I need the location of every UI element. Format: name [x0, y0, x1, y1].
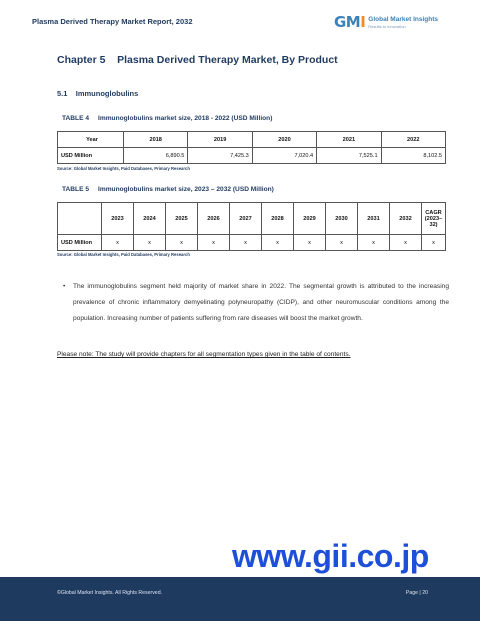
footer-copyright: ©Global Market Insights. All Rights Reserved. [57, 590, 163, 596]
table5-row-label: USD Million [58, 235, 102, 251]
table5 [57, 202, 446, 251]
table-row [58, 235, 446, 251]
table5-header-row [58, 203, 446, 235]
segmentation-note: Please note: The study will provide chapters for all segmentation types given in the table of contents. [57, 351, 351, 358]
table4-header: 2021 [317, 132, 381, 148]
bullet-marker: • [63, 283, 66, 290]
table5-cell: x [166, 235, 198, 251]
report-title: Plasma Derived Therapy Market Report, 2032 [32, 17, 193, 26]
table4-caption-text: Immunoglobulins market size, 2018 - 2022 (USD Million) [98, 115, 273, 122]
table5-cell: x [230, 235, 262, 251]
table4-row-label: USD Million [58, 148, 124, 164]
table5-cell: x [294, 235, 326, 251]
table4-cell: 7,425.3 [188, 148, 252, 164]
section-title: 5.1 Immunoglobulins [57, 89, 139, 98]
table5-cell: x [198, 235, 230, 251]
table5-header: 2032 [390, 203, 422, 235]
logo-mark-b: I [360, 13, 366, 31]
footer-page-number: Page | 20 [405, 590, 428, 596]
bullet-paragraph [63, 279, 449, 327]
table5-header [58, 203, 102, 235]
table5-header: 2023 [102, 203, 134, 235]
table5-cell: x [422, 235, 446, 251]
watermark: www.gii.co.jp [232, 538, 429, 574]
table4-label: TABLE 4 [62, 115, 89, 122]
table5-caption-text: Immunoglobulins market size, 2023 – 2032 (USD Million) [98, 186, 274, 193]
table5-header-cagr: CAGR (2023–32) [422, 203, 446, 235]
table5-header: 2027 [230, 203, 262, 235]
table5-source: Source: Global Market Insights, Paid Databases, Primary Research [57, 252, 190, 257]
table5-cell: x [134, 235, 166, 251]
table5-header: 2025 [166, 203, 198, 235]
table5-cell: x [358, 235, 390, 251]
bullet-text: The immunoglobulins segment held majority of market share in 2022. The segmental growth is attributed to the increasing prevalence of chronic inflammatory demyelinating polyneuropathy (CIDP), and other neuromuscular conditions among the population. Increasing number of patients suffering from rare diseases will boost the market growth. [73, 283, 449, 322]
table5-header: 2028 [262, 203, 294, 235]
table4-cell: 8,102.5 [381, 148, 445, 164]
page-header [0, 0, 480, 34]
logo-name: Global Market Insights [368, 15, 438, 23]
table4-header: 2018 [124, 132, 188, 148]
table5-header: 2026 [198, 203, 230, 235]
logo-tagline: Results to Innovation [368, 23, 406, 29]
table4-header: 2019 [188, 132, 252, 148]
table5-cell: x [262, 235, 294, 251]
table4-header: Year [58, 132, 124, 148]
table4-header: 2020 [252, 132, 316, 148]
table5-caption [62, 186, 274, 193]
table5-header: 2031 [358, 203, 390, 235]
table5-cell: x [102, 235, 134, 251]
chapter-title: Chapter 5 Plasma Derived Therapy Market, By Product [57, 54, 338, 66]
table5-label: TABLE 5 [62, 186, 89, 193]
table4-cell: 7,020.4 [252, 148, 316, 164]
logo-mark-a: GM [333, 13, 361, 31]
page-footer [0, 577, 480, 621]
table4-header-row [58, 132, 446, 148]
table4-cell: 7,525.1 [317, 148, 381, 164]
table5-cell: x [326, 235, 358, 251]
table4-header: 2022 [381, 132, 445, 148]
logo-text [368, 16, 438, 29]
table4-caption [62, 115, 272, 122]
table4-source: Source: Global Market Insights, Paid Databases, Primary Research [57, 166, 190, 171]
table5-header: 2030 [326, 203, 358, 235]
table4-cell: 6,890.5 [124, 148, 188, 164]
gmi-logo [334, 10, 438, 34]
table5-header: 2024 [134, 203, 166, 235]
table-row [58, 148, 446, 164]
logo-mark [334, 13, 365, 31]
table5-header: 2029 [294, 203, 326, 235]
table4 [57, 131, 446, 164]
table5-cell: x [390, 235, 422, 251]
